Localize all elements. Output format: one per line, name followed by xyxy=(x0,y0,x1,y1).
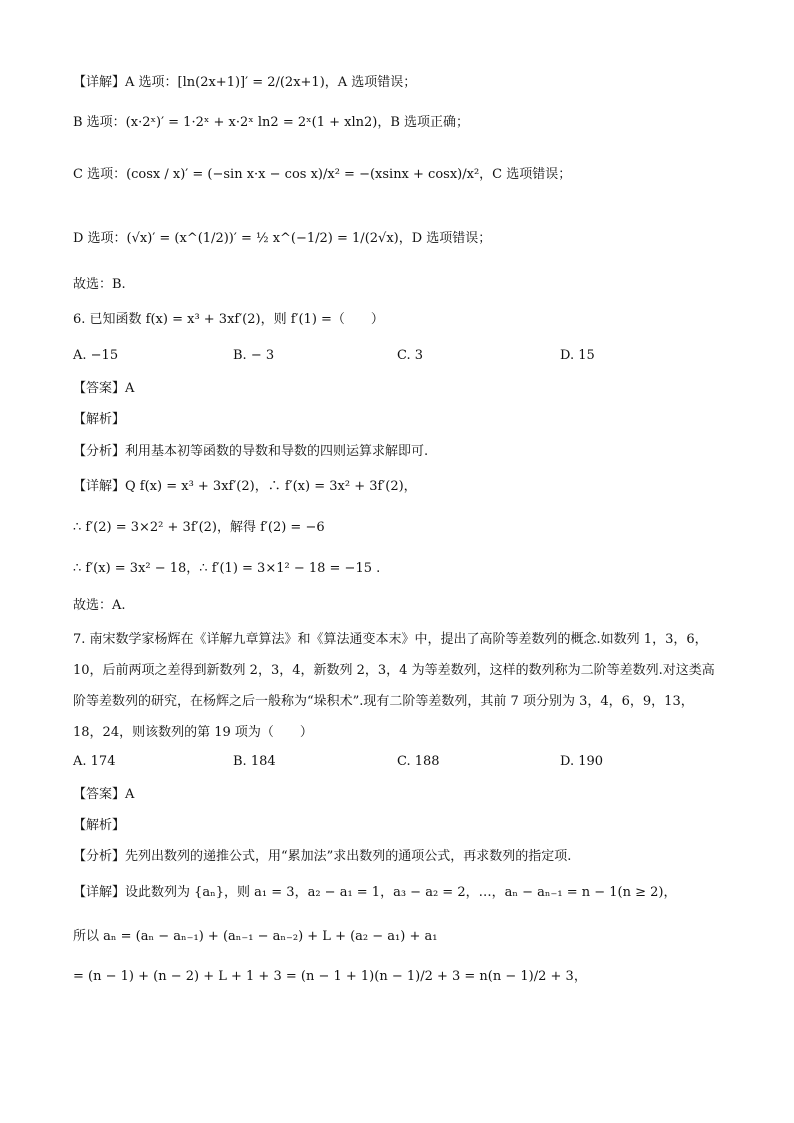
q7-analysis: 【分析】先列出数列的递推公式，用“累加法”求出数列的通项公式，再求数列的指定项. xyxy=(73,849,572,864)
q7-detail-2: 所以 aₙ = (aₙ − aₙ₋₁) + (aₙ₋₁ − aₙ₋₂) + L + (a₂ − a₁) + a₁ xyxy=(73,929,438,944)
q6-answer: 【答案】A xyxy=(73,381,135,396)
q6-detail-2: ∴ f′(2) = 3×2² + 3f′(2)，解得 f′(2) = −6 xyxy=(73,520,325,535)
q6-analysis-heading: 【解析】 xyxy=(73,412,126,427)
q6-analysis: 【分析】利用基本初等函数的导数和导数的四则运算求解即可. xyxy=(73,444,429,459)
line-detail-a: 【详解】A 选项：[ln(2x+1)]′ = 2/(2x+1)，A 选项错误； xyxy=(73,75,417,90)
q7-answer: 【答案】A xyxy=(73,787,135,802)
line-detail-b: B 选项：(x·2ˣ)′ = 1·2ˣ + x·2ˣ ln2 = 2ˣ(1 + xln2)，B 选项正确； xyxy=(73,115,470,130)
line-conclusion-b: 故选：B. xyxy=(73,277,126,292)
q6-conclusion: 故选：A. xyxy=(73,598,126,613)
q6-detail-3: ∴ f′(x) = 3x² − 18，∴ f′(1) = 3×1² − 18 = −15 . xyxy=(73,561,381,576)
q7-option-c: C. 188 xyxy=(397,754,440,769)
question-6: 6. 已知函数 f(x) = x³ + 3xf′(2)，则 f′(1) =（ ） xyxy=(73,312,384,327)
q6-option-b: B. − 3 xyxy=(233,348,275,363)
q7-option-d: D. 190 xyxy=(560,754,604,769)
q7-option-a: A. 174 xyxy=(73,754,116,769)
q7-option-b: B. 184 xyxy=(233,754,276,769)
q6-option-c: C. 3 xyxy=(397,348,424,363)
question-7: 7. 南宋数学家杨辉在《详解九章算法》和《算法通变本末》中，提出了高阶等差数列的概念.如数列 1，3，6，10，后前两项之差得到新数列 2，3，4，新数列 2，3，4 为等差数列，这样的数列称为二阶等差数列.对这类高阶等差数列的研究，在杨辉之后一般称为“垛积术”.现有二阶等差数列，其前 7 项分别为 3，4，6，9，13，18，24，则该数列的第 19 项为（ ） xyxy=(73,632,715,740)
q7-detail-3: = (n − 1) + (n − 2) + L + 1 + 3 = (n − 1 + 1)(n − 1)/2 + 3 = n(n − 1)/2 + 3， xyxy=(73,969,587,984)
line-detail-d: D 选项：(√x)′ = (x^(1/2))′ = ½ x^(−1/2) = 1/(2√x)，D 选项错误； xyxy=(73,231,492,246)
q7-detail-1: 【详解】设此数列为 {aₙ}，则 a₁ = 3，a₂ − a₁ = 1，a₃ − a₂ = 2，…，aₙ − aₙ₋₁ = n − 1(n ≥ 2)， xyxy=(73,885,677,900)
q7-analysis-heading: 【解析】 xyxy=(73,818,126,833)
q6-option-d: D. 15 xyxy=(560,348,595,363)
line-detail-c: C 选项：(cosx / x)′ = (−sin x·x − cos x)/x² = −(xsinx + cosx)/x²，C 选项错误； xyxy=(73,167,572,182)
q6-option-a: A. −15 xyxy=(73,348,119,363)
q6-detail-1: 【详解】Q f(x) = x³ + 3xf′(2)，∴ f′(x) = 3x² + 3f′(2)， xyxy=(73,479,417,494)
